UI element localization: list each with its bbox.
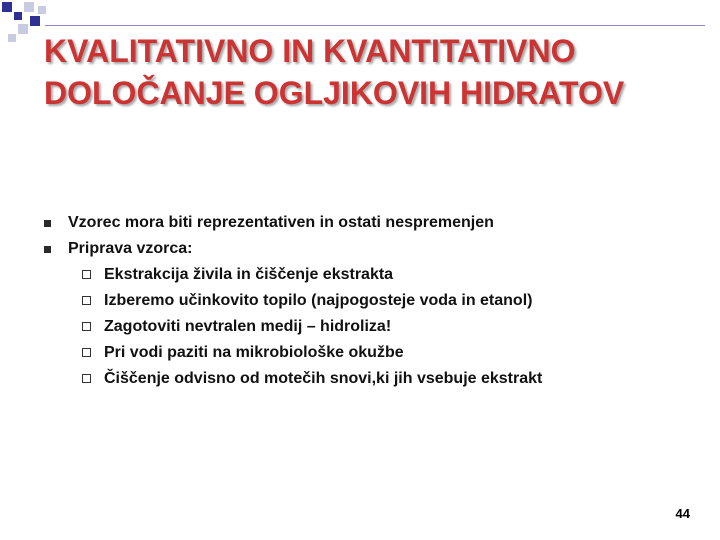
square-bullet-icon — [44, 220, 51, 227]
sub-bullet-item — [40, 366, 700, 392]
decor-square — [38, 6, 46, 14]
decor-square — [30, 16, 40, 26]
decor-square — [8, 34, 16, 42]
sub-bullet-text: Izberemo učinkovito topilo (najpogosteje voda in etanol) — [104, 292, 533, 309]
decor-square — [2, 2, 12, 12]
hollow-square-bullet-icon — [82, 296, 91, 305]
sub-bullet-item — [40, 262, 700, 288]
bullet-text: Vzorec mora biti reprezentativen in ostati nespremenjen — [68, 214, 494, 231]
hollow-square-bullet-icon — [82, 322, 91, 331]
hollow-square-bullet-icon — [82, 270, 91, 279]
square-bullet-icon — [44, 246, 51, 253]
page-number: 44 — [675, 506, 690, 521]
hollow-square-bullet-icon — [82, 348, 91, 357]
slide-title: KVALITATIVNO IN KVANTITATIVNO DOLOČANJE OGLJIKOVIH HIDRATOV — [44, 33, 625, 111]
bullet-list — [40, 210, 700, 392]
sub-bullet-item — [40, 314, 700, 340]
bullet-item — [40, 210, 700, 236]
decor-square — [14, 12, 22, 20]
bullet-item — [40, 236, 700, 262]
sub-bullet-text: Ekstrakcija živila in čiščenje ekstrakta — [104, 266, 394, 283]
decor-square — [18, 24, 28, 34]
header-divider — [45, 25, 705, 26]
sub-bullet-text: Čiščenje odvisno od motečih snovi,ki jih vsebuje ekstrakt — [104, 370, 543, 387]
sub-bullet-text: Pri vodi paziti na mikrobiološke okužbe — [104, 344, 404, 361]
sub-bullet-text: Zagotoviti nevtralen medij – hidroliza! — [104, 318, 392, 335]
sub-bullet-item — [40, 340, 700, 366]
hollow-square-bullet-icon — [82, 374, 91, 383]
decor-square — [24, 2, 34, 12]
sub-bullet-item — [40, 288, 700, 314]
bullet-text: Priprava vzorca: — [68, 240, 193, 257]
